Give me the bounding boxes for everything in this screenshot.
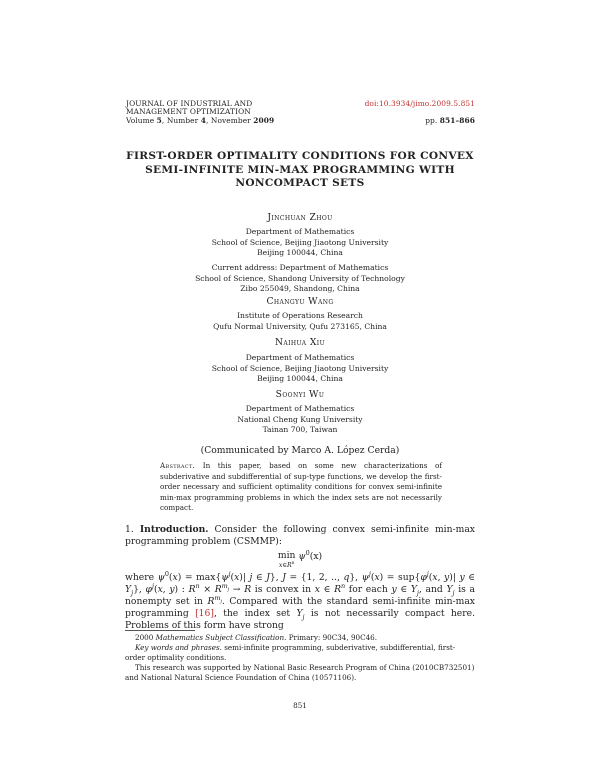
footnote-msc: 2000 Mathematics Subject Classification. Primary: 90C34, 90C46. [135, 633, 378, 642]
intro-continuation: where $\psi^0(x) = \max\{\psi^j(x)|$ j ∈ J}, J = {1, 2, .., q}, $\psi^j(x) = sup\{\varphi^j(x$, y)| y ∈ $Y_j$}, $\varphi^j(x$, y) : $R^n \times R^{m_j} \to R$ is convex in x ∈ $R^n$ for each y ∈ $Y_j$, and $Y_j$ is a nonempty set in $R^{m_j}$. Compared with the standard semi-infinite min-max programming [16], the index set $Y_j$ is not necessarily compact here. Problems of this form have strong [125, 569, 476, 631]
abstract [160, 461, 442, 514]
volume-info: Volume 5, Number 4, November 2009 [126, 115, 275, 125]
journal-name-line2: MANAGEMENT OPTIMIZATION [126, 107, 251, 117]
journal-name-line1: JOURNAL OF INDUSTRIAL AND [126, 99, 253, 108]
running-header-left [126, 100, 326, 125]
abstract-label: Abstract. [160, 461, 196, 470]
equation-csmmp: min $x\in R^n$ $\psi^0(x)$ [277, 548, 323, 569]
author-name: Changyu Wang [266, 296, 334, 307]
intro-paragraph: 1. Introduction. Consider the following convex semi-infinite min-max programming problem (CSMMP): [125, 524, 475, 547]
citation-link[interactable]: [16] [195, 608, 214, 619]
section-heading: Introduction. [139, 524, 209, 535]
author-affiliation: Department of Mathematics School of Science, Beijing Jiaotong University Beijing 100044, China [211, 353, 389, 384]
footnote-keywords: Key words and phrases. semi-infinite programming, subderivative, subdifferential, first-order optimality conditions. [125, 643, 456, 662]
author-name: Soonyi Wu [275, 389, 325, 400]
page-number: 851 [293, 701, 307, 710]
author-current-address: Current address: Department of Mathematics School of Science, Shandong University of Technology Zibo 255049, Shandong, China [195, 263, 405, 294]
abstract-text: In this paper, based on some new characterizations of subderivative and subdifferential of sup-type functions, we develop the first-order necessary and sufficient optimality conditions for convex semi-infinite min-max programming problems in which the index sets are not necessarily compact. [160, 461, 442, 513]
author-affiliation: Institute of Operations Research Qufu Normal University, Qufu 273165, China [213, 311, 387, 331]
author-name: Jinchuan Zhou [267, 212, 333, 223]
author-affiliation: Department of Mathematics National Cheng Kung University Tainan 700, Taiwan [237, 404, 363, 435]
paper-title: FIRST-ORDER OPTIMALITY CONDITIONS FOR CONVEX SEMI-INFINITE MIN-MAX PROGRAMMING WITH NONCOMPACT SETS [126, 150, 474, 190]
footnote-funding: This research was supported by National Basic Research Program of China (2010CB732501) and National Natural Science Foundation of China (10571106). [125, 663, 475, 682]
communicated-by: (Communicated by Marco A. López Cerda) [200, 445, 400, 456]
running-header-right [365, 100, 475, 125]
page-range: pp. 851–866 [425, 115, 475, 125]
doi-link[interactable]: doi:10.3934/jimo.2009.5.851 [364, 99, 475, 108]
author-affiliation: Department of Mathematics School of Science, Beijing Jiaotong University Beijing 100044, China [211, 227, 389, 258]
footnote-rule [125, 630, 195, 631]
author-name: Naihua Xiu [274, 337, 326, 348]
